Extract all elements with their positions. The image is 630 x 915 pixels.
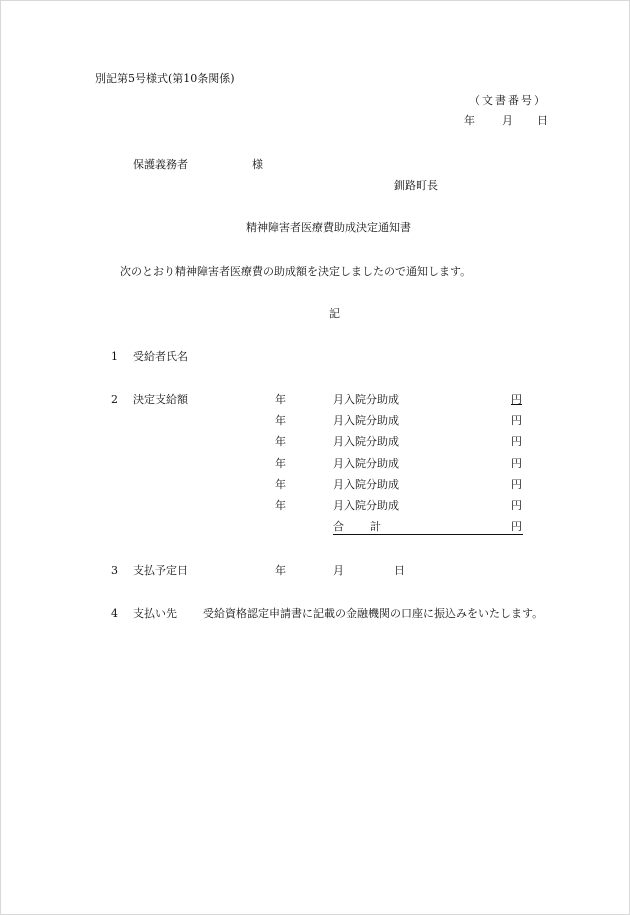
ki-marker: 記 [329, 307, 340, 320]
body-text: 次のとおり精神障害者医療費の助成額を決定しましたので通知します。 [120, 265, 472, 278]
amount-row-desc: 月入院分助成 [333, 457, 399, 470]
date-year: 年 [464, 114, 475, 127]
item3-label: 支払予定日 [133, 564, 188, 577]
amount-row-year: 年 [275, 478, 286, 491]
amount-row-desc: 月入院分助成 [333, 499, 399, 512]
amount-row-desc: 月入院分助成 [333, 478, 399, 491]
amount-row-desc: 月入院分助成 [333, 414, 399, 427]
item1-number: 1 [111, 350, 118, 363]
document-number: （文書番号） [469, 94, 547, 107]
date-month: 月 [502, 114, 513, 127]
item2-number: 2 [111, 393, 118, 406]
item2-label: 決定支給額 [133, 393, 188, 406]
addressee-honorific: 様 [252, 158, 263, 171]
item4-label: 支払い先 [133, 607, 177, 620]
document-title: 精神障害者医療費助成決定通知書 [246, 221, 411, 234]
addressee-label: 保護義務者 [133, 158, 188, 171]
amount-row-yen: 円 [511, 435, 522, 448]
amount-row-year: 年 [275, 414, 286, 427]
total-label-go: 合 [333, 520, 344, 533]
form-reference: 別記第5号様式(第10条関係) [95, 72, 235, 85]
amount-row-yen: 円 [511, 478, 522, 491]
amount-row-yen: 円 [511, 393, 522, 406]
payment-month: 月 [333, 564, 344, 577]
item4-number: 4 [111, 607, 118, 620]
payment-destination-text: 受給資格認定申請書に記載の金融機関の口座に振込みをいたします。 [203, 607, 544, 620]
item1-label: 受給者氏名 [133, 350, 188, 363]
payment-year: 年 [275, 564, 286, 577]
amount-row-year: 年 [275, 499, 286, 512]
issuer-name: 釧路町長 [394, 179, 438, 192]
amount-row-year: 年 [275, 457, 286, 470]
amount-row-year: 年 [275, 435, 286, 448]
date-day: 日 [537, 114, 548, 127]
amount-row-yen: 円 [511, 414, 522, 427]
amount-row-desc: 月入院分助成 [333, 393, 399, 406]
total-underline [333, 534, 523, 535]
amount-row-yen: 円 [511, 499, 522, 512]
total-label-kei: 計 [370, 520, 381, 533]
total-yen: 円 [511, 520, 522, 533]
item3-number: 3 [111, 564, 118, 577]
payment-day: 日 [394, 564, 405, 577]
amount-row-year: 年 [275, 393, 286, 406]
amount-row-yen: 円 [511, 457, 522, 470]
amount-row-desc: 月入院分助成 [333, 435, 399, 448]
